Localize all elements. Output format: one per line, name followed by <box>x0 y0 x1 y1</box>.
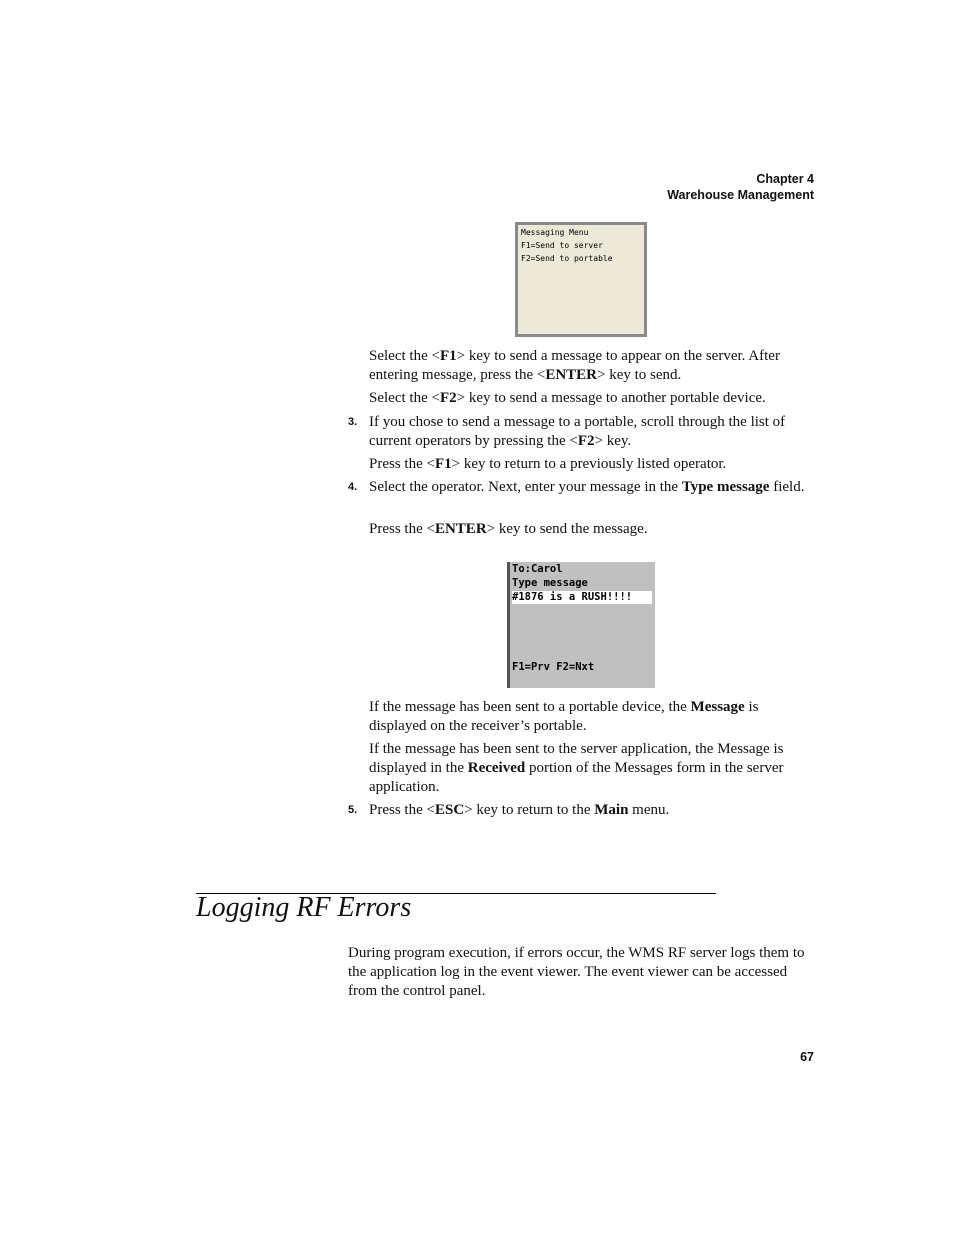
step-number: 5. <box>348 804 358 816</box>
paragraph-f2: Select the <F2> key to send a message to another portable device. <box>369 390 766 406</box>
page-number: 67 <box>800 1050 814 1064</box>
screen-line: Messaging Menu <box>521 228 589 237</box>
section-label: Warehouse Management <box>667 188 814 202</box>
section-heading: Logging RF Errors <box>196 892 412 923</box>
paragraph-f1: Select the <F1> key to send a message to appear on the server. After entering message, press the <ENTER> key to send. <box>369 348 780 383</box>
message-field[interactable]: #1876 is a RUSH!!!! <box>512 591 652 604</box>
screen-line: Type message <box>512 577 588 589</box>
step-3-text: If you chose to send a message to a portable, scroll through the list of current operators by pressing the <F2> key. <box>369 414 786 449</box>
screen-line: F1=Prv F2=Nxt <box>512 661 595 673</box>
step-number: 4. <box>348 481 358 493</box>
type-message-screen <box>507 562 655 688</box>
step-4-sub: Press the <ENTER> key to send the message. <box>369 521 648 537</box>
step-4-text: Select the operator. Next, enter your message in the Type message field. <box>369 479 805 495</box>
step-5-text: Press the <ESC> key to return to the Main menu. <box>369 802 670 818</box>
chapter-label: Chapter 4 <box>756 172 814 186</box>
screen-line: F1=Send to server <box>521 241 603 250</box>
step-number: 3. <box>348 416 358 428</box>
screen-line: F2=Send to portable <box>521 254 613 263</box>
screen-line: To:Carol <box>512 563 563 575</box>
section-body: During program execution, if errors occur, the WMS RF server logs them to the application log in the event viewer. The event viewer can be accessed from the control panel. <box>348 945 805 999</box>
step-3-sub: Press the <F1> key to return to a previously listed operator. <box>369 456 727 472</box>
paragraph-server: If the message has been sent to the server application, the Message is displayed in the Received portion of the Messages form in the server application. <box>369 741 784 795</box>
messaging-menu-screen <box>515 222 647 337</box>
paragraph-portable: If the message has been sent to a portable device, the Message is displayed on the receiver’s portable. <box>369 699 759 734</box>
